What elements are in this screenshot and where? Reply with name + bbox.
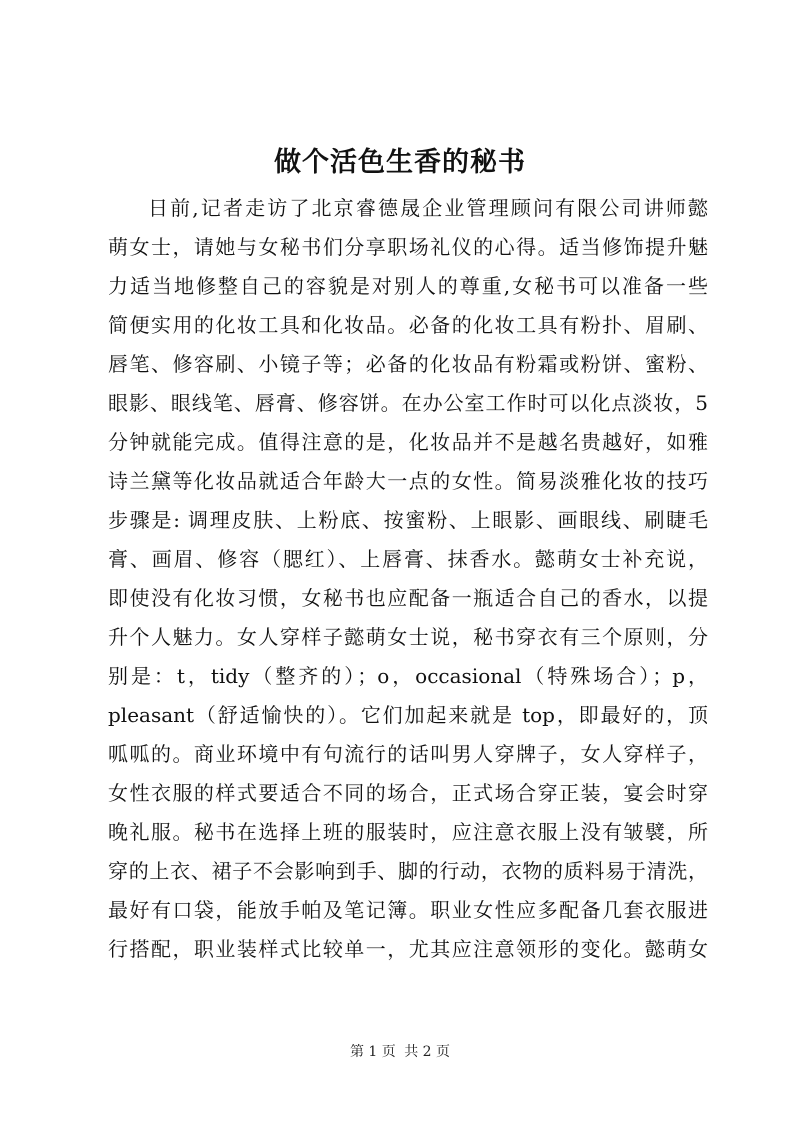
document-body	[108, 189, 708, 969]
body-line: pleasant（舒适愉快的）。它们加起来就是 top，即最好的，顶	[108, 703, 708, 727]
body-line: 行搭配，职业装样式比较单一，尤其应注意领形的变化。懿萌女	[108, 937, 708, 961]
body-line: 诗兰黛等化妆品就适合年龄大一点的女性。简易淡雅化妆的技巧	[108, 469, 708, 493]
body-line: 日前,记者走访了北京睿德晟企业管理顾问有限公司讲师懿	[148, 196, 708, 220]
body-line: 晚礼服。秘书在选择上班的服装时，应注意衣服上没有皱襞，所	[108, 820, 708, 844]
page-footer	[0, 1042, 800, 1062]
body-line: 力适当地修整自己的容貌是对别人的尊重,女秘书可以准备一些	[108, 274, 708, 298]
body-line: 膏、画眉、修容（腮红）、上唇膏、抹香水。懿萌女士补充说，	[108, 547, 708, 571]
body-line: 简便实用的化妆工具和化妆品。必备的化妆工具有粉扑、眉刷、	[108, 313, 708, 337]
page-total: 共 2 页	[404, 1044, 451, 1060]
body-line: 呱呱的。商业环境中有句流行的话叫男人穿牌子，女人穿样子，	[108, 742, 708, 766]
body-line: 别是：t，tidy（整齐的）；o，occasional（特殊场合）；p，	[108, 664, 708, 688]
body-line: 即使没有化妆习惯，女秘书也应配备一瓶适合自己的香水，以提	[108, 586, 708, 610]
body-line: 最好有口袋，能放手帕及笔记簿。职业女性应多配备几套衣服进	[108, 898, 708, 922]
body-line: 女性衣服的样式要适合不同的场合，正式场合穿正装，宴会时穿	[108, 781, 708, 805]
body-line: 步骤是: 调理皮肤、上粉底、按蜜粉、上眼影、画眼线、刷睫毛	[108, 508, 708, 532]
body-line: 升个人魅力。女人穿样子懿萌女士说，秘书穿衣有三个原则，分	[108, 625, 708, 649]
body-line: 唇笔、修容刷、小镜子等；必备的化妆品有粉霜或粉饼、蜜粉、	[108, 352, 708, 376]
body-line: 眼影、眼线笔、唇膏、修容饼。在办公室工作时可以化点淡妆，5	[108, 391, 708, 415]
page-number: 第 1 页	[349, 1044, 396, 1060]
document-title: 做个活色生香的秘书	[274, 147, 526, 178]
body-line: 穿的上衣、裙子不会影响到手、脚的行动，衣物的质料易于清洗，	[108, 859, 708, 883]
body-line: 萌女士，请她与女秘书们分享职场礼仪的心得。适当修饰提升魅	[108, 235, 708, 259]
body-line: 分钟就能完成。值得注意的是，化妆品并不是越名贵越好，如雅	[108, 430, 708, 454]
